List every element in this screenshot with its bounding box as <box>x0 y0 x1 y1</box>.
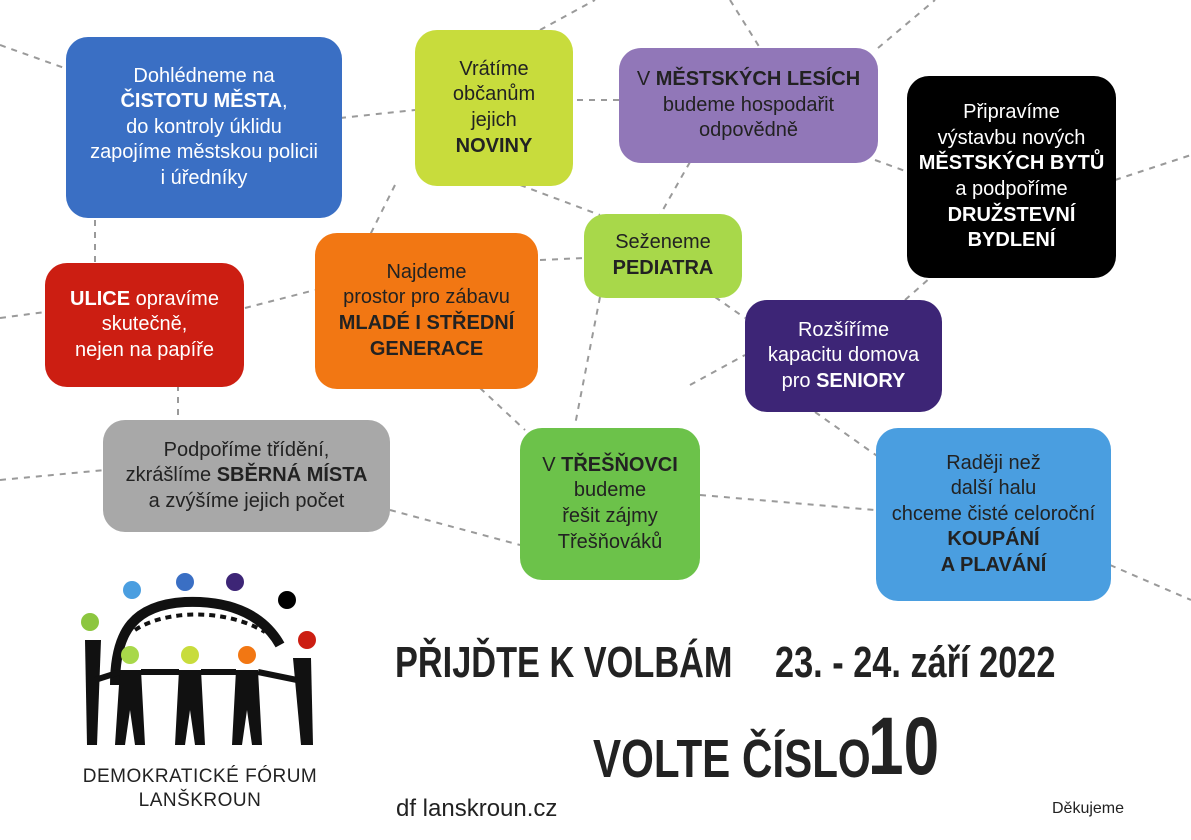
box-text: opravíme <box>130 287 219 310</box>
box-line: i úředníky <box>160 166 248 189</box>
box-line: odpovědně <box>699 119 798 142</box>
box-line: chceme čisté celoroční <box>891 502 1096 525</box>
box-line: Najdeme <box>386 260 467 283</box>
box-line: Dohlédneme na <box>133 64 275 87</box>
box-highlight: BYDLENÍ <box>967 229 1056 252</box>
box-line: Třešňováků <box>557 530 663 553</box>
website-link[interactable]: df lanskroun.cz <box>396 795 558 822</box>
box-line <box>120 89 287 115</box>
org-name <box>50 765 350 813</box>
box-line: skutečně, <box>101 313 188 336</box>
box-clean-city <box>66 37 342 218</box>
box-line: Seženeme <box>615 231 711 254</box>
box-highlight: ULICE <box>70 287 131 310</box>
box-line: Podpoříme třídění, <box>163 438 330 461</box>
box-text: , <box>281 90 288 113</box>
box-line: budeme hospodařit <box>662 93 835 116</box>
box-text: pro <box>781 369 817 392</box>
box-highlight: SBĚRNÁ MÍSTA <box>216 464 368 487</box>
box-highlight: NOVINY <box>455 134 533 157</box>
headline-date: 23. - 24. září 2022 <box>775 638 1056 687</box>
box-streets <box>45 263 244 387</box>
thanks-text: Děkujeme <box>1052 800 1125 817</box>
box-line: Vrátíme <box>459 57 529 80</box>
box-line: nejen na papíře <box>74 338 214 361</box>
box-line: další halu <box>950 477 1037 500</box>
box-recycling <box>103 420 390 532</box>
box-line: řešit zájmy <box>562 505 658 527</box>
headline-vote-label: VOLTE ČÍSLO <box>593 729 871 789</box>
box-text: V <box>542 453 562 476</box>
box-highlight: SENIORY <box>816 369 906 392</box>
headline-come-vote: PŘIJĎTE K VOLBÁM <box>395 638 733 687</box>
box-line: občanům <box>452 83 536 106</box>
box-line: jejich <box>471 109 517 131</box>
org-name-line2: LANŠKROUN <box>138 789 262 811</box>
box-highlight: PEDIATRA <box>612 257 714 279</box>
headline-vote-number: 10 <box>868 701 940 792</box>
org-name-line1: DEMOKRATICKÉ FÓRUM <box>82 766 318 787</box>
box-highlight: ČISTOTU MĚSTA <box>120 90 282 113</box>
box-line <box>70 287 219 313</box>
box-highlight: TŘEŠŇOVCI <box>561 453 678 476</box>
box-line <box>637 67 860 93</box>
box-swimming <box>876 428 1111 601</box>
box-line: a zvýšíme jejich počet <box>148 489 345 512</box>
box-line: zapojíme městskou policii <box>90 141 318 164</box>
box-line: Raději než <box>946 451 1041 474</box>
box-text: zkrášlíme <box>125 464 217 487</box>
box-highlight: MĚSTSKÝCH LESÍCH <box>655 68 861 91</box>
box-text: V <box>636 68 656 91</box>
box-seniors <box>745 300 942 412</box>
box-line: budeme <box>573 479 647 502</box>
box-highlight: DRUŽSTEVNÍ <box>947 203 1076 226</box>
box-young-generation <box>315 233 538 389</box>
box-highlight: MLADÉ I STŘEDNÍ <box>338 312 515 334</box>
box-line <box>126 463 368 489</box>
box-line: do kontroly úklidu <box>126 115 282 138</box>
box-city-flats <box>907 76 1116 278</box>
box-newspaper <box>415 30 573 186</box>
box-line <box>782 369 906 395</box>
box-line: a podpoříme <box>955 178 1068 200</box>
box-line <box>542 453 678 479</box>
box-highlight: KOUPÁNÍ <box>947 528 1040 551</box>
people-circle-logo <box>75 570 325 755</box>
box-highlight: A PLAVÁNÍ <box>940 553 1047 576</box>
box-line: kapacitu domova <box>767 344 920 367</box>
box-highlight: GENERACE <box>369 337 484 360</box>
box-line: výstavbu nových <box>937 126 1086 149</box>
box-highlight: MĚSTSKÝCH BYTŮ <box>918 152 1105 175</box>
box-line: prostor pro zábavu <box>343 286 510 309</box>
box-pediatrician <box>584 214 742 298</box>
box-tresnovec <box>520 428 700 580</box>
box-line: Připravíme <box>963 101 1060 124</box>
box-city-forests <box>619 48 878 163</box>
box-line: Rozšíříme <box>797 318 890 341</box>
